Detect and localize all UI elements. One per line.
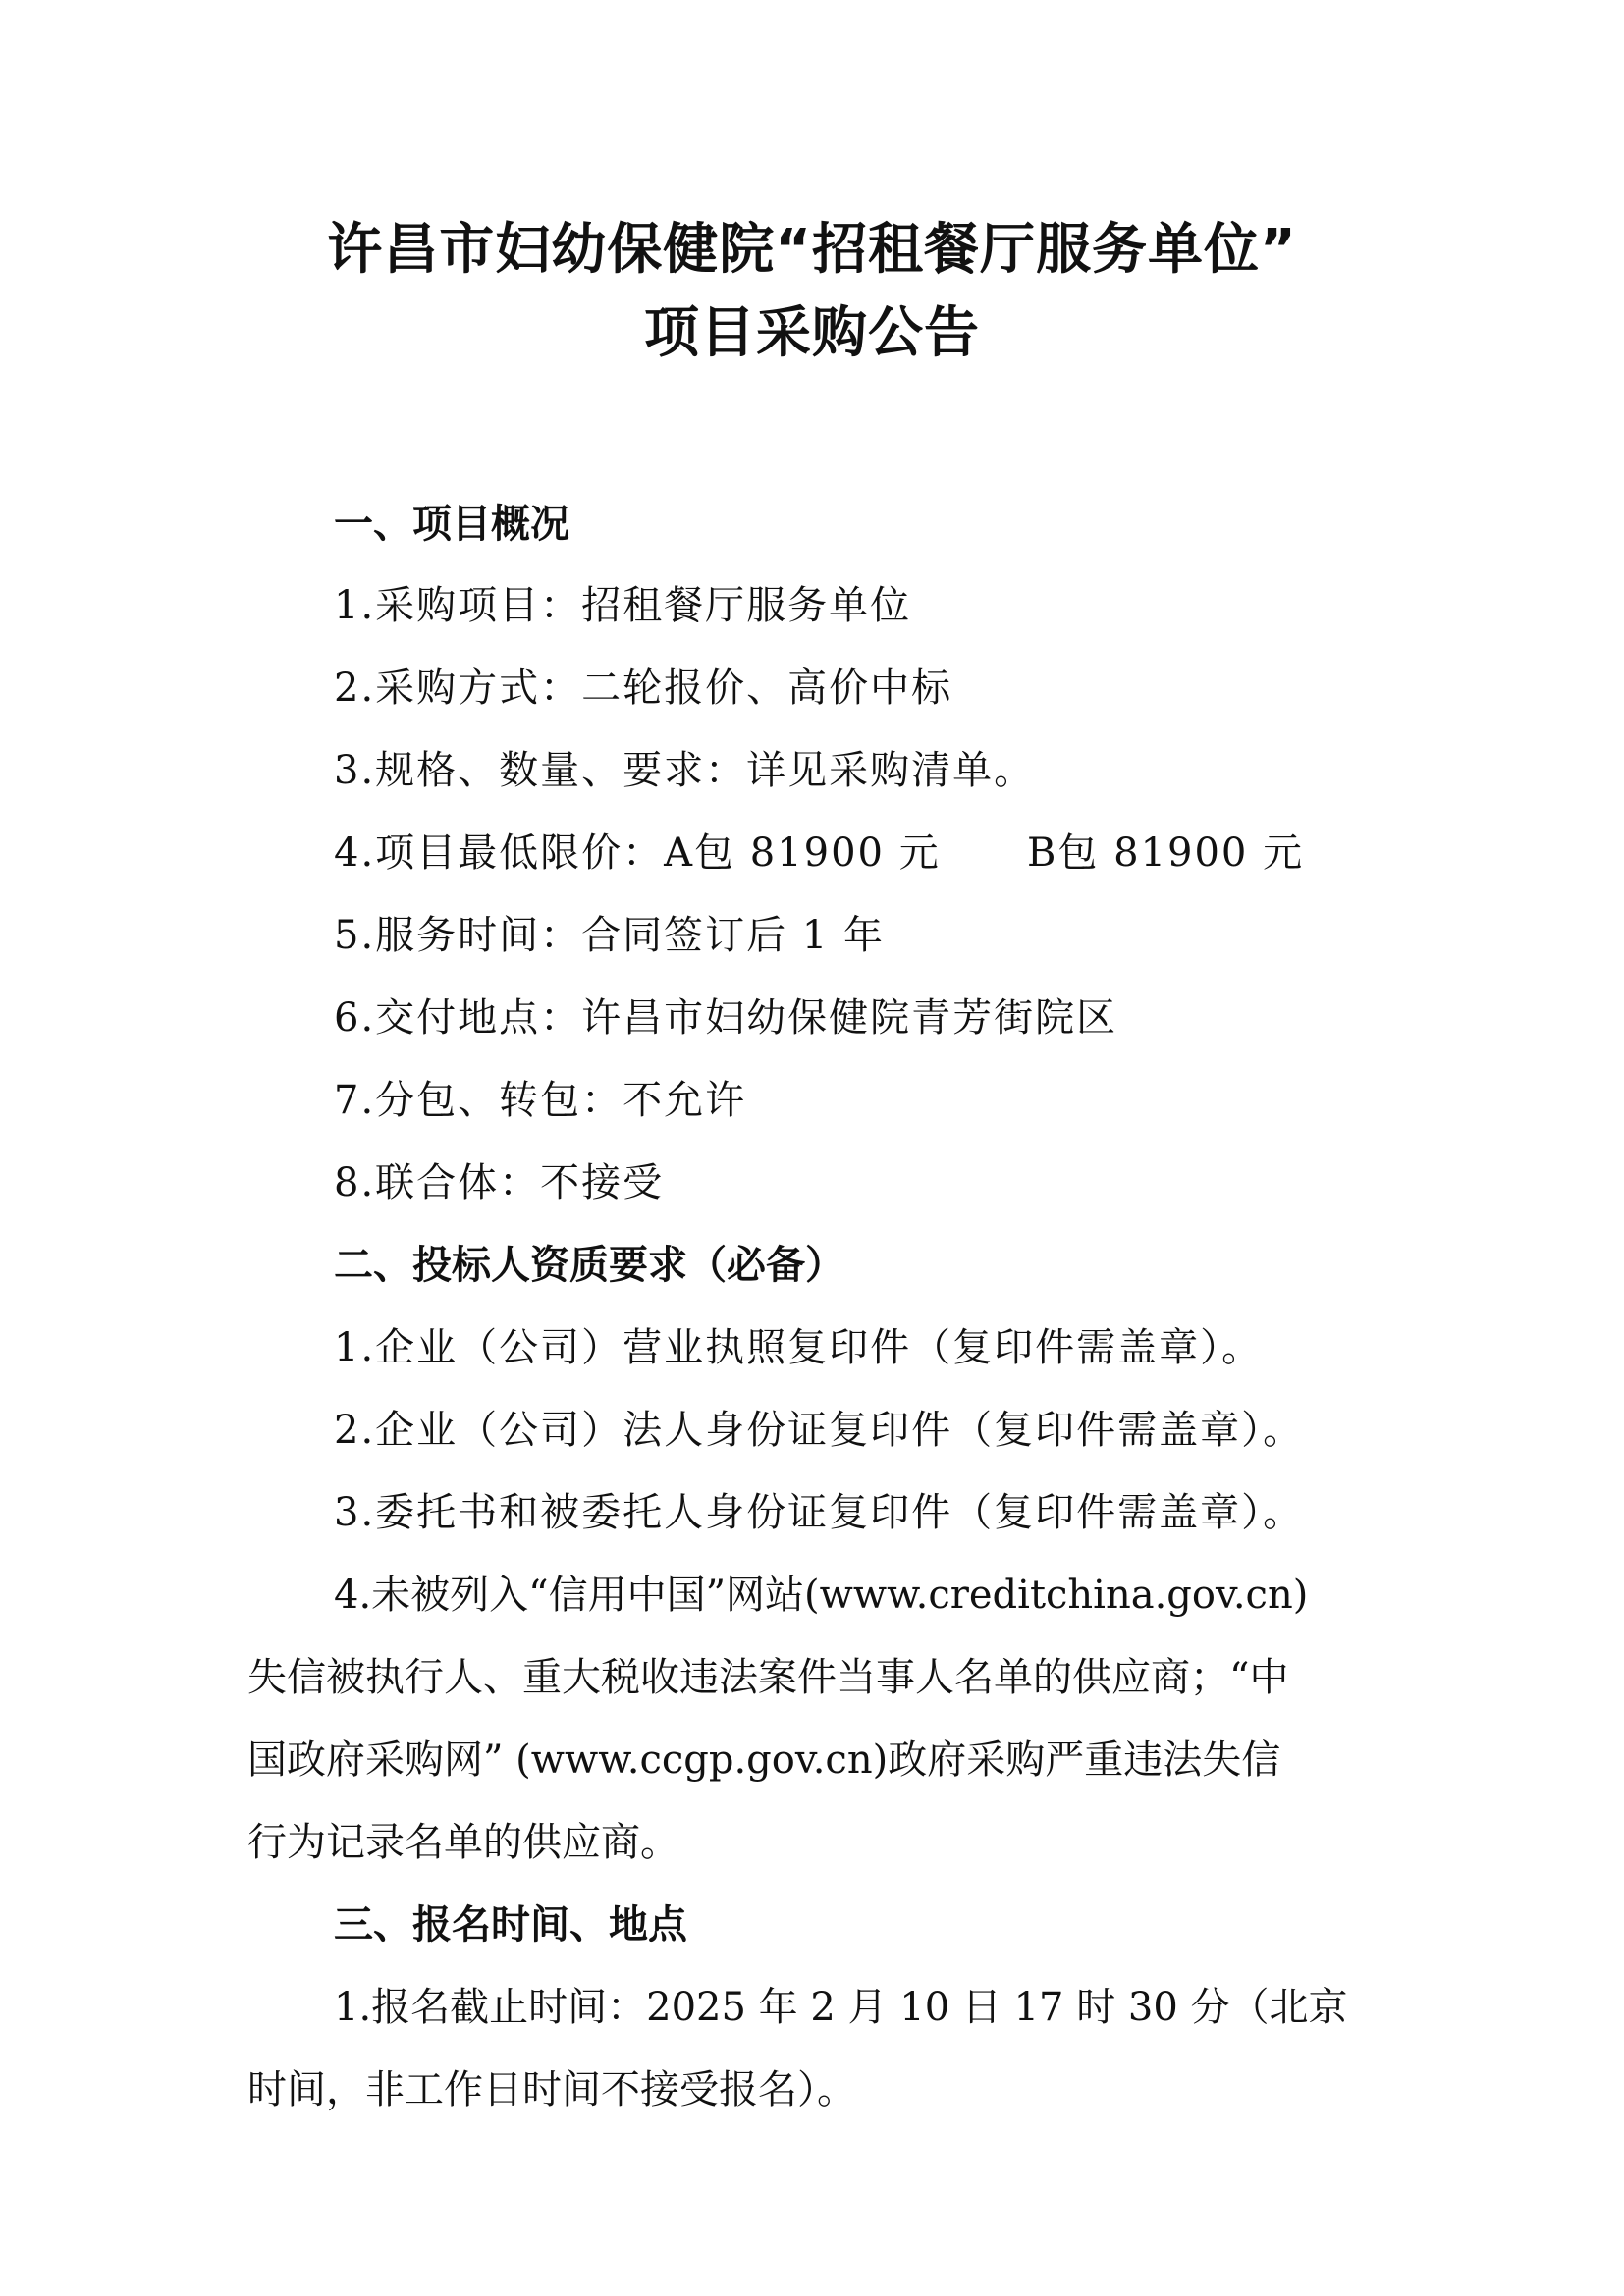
qualification-item-4-line-3: 国政府采购网” (www.ccgp.gov.cn)政府采购严重违法失信 bbox=[247, 1737, 1281, 1783]
section-heading-overview: 一、项目概况 bbox=[334, 502, 569, 547]
overview-item-6: 6.交付地点：许昌市妇幼保健院青芳街院区 bbox=[334, 995, 1118, 1041]
section-heading-qualifications: 二、投标人资质要求（必备） bbox=[334, 1243, 844, 1288]
overview-item-5: 5.服务时间：合同签订后 1 年 bbox=[334, 913, 886, 958]
overview-item-7: 7.分包、转包：不允许 bbox=[334, 1078, 747, 1123]
overview-item-8: 8.联合体：不接受 bbox=[334, 1160, 665, 1205]
overview-item-2: 2.采购方式：二轮报价、高价中标 bbox=[334, 666, 953, 711]
qualification-item-4-line-2: 失信被执行人、重大税收违法案件当事人名单的供应商；“中 bbox=[247, 1655, 1289, 1700]
qualification-item-4-line-1: 4.未被列入“信用中国”网站(www.creditchina.gov.cn) bbox=[334, 1573, 1309, 1618]
overview-item-3: 3.规格、数量、要求：详见采购清单。 bbox=[334, 748, 1036, 793]
document-title-line-1: 许昌市妇幼保健院“招租餐厅服务单位” bbox=[327, 218, 1297, 282]
registration-item-1-line-1: 1.报名截止时间：2025 年 2 月 10 日 17 时 30 分（北京 bbox=[334, 1985, 1348, 2030]
qualification-item-1: 1.企业（公司）营业执照复印件（复印件需盖章）。 bbox=[334, 1325, 1264, 1370]
qualification-item-3: 3.委托书和被委托人身份证复印件（复印件需盖章）。 bbox=[334, 1490, 1305, 1535]
overview-item-4: 4.项目最低限价：A包 81900 元 B包 81900 元 bbox=[334, 830, 1305, 876]
qualification-item-4-line-4: 行为记录名单的供应商。 bbox=[247, 1820, 679, 1865]
qualification-item-2: 2.企业（公司）法人身份证复印件（复印件需盖章）。 bbox=[334, 1408, 1305, 1453]
overview-item-1: 1.采购项目：招租餐厅服务单位 bbox=[334, 583, 912, 628]
registration-item-1-line-2: 时间，非工作日时间不接受报名）。 bbox=[247, 2067, 856, 2112]
section-heading-registration: 三、报名时间、地点 bbox=[334, 1902, 687, 1948]
document-title-line-2: 项目采购公告 bbox=[644, 301, 980, 365]
